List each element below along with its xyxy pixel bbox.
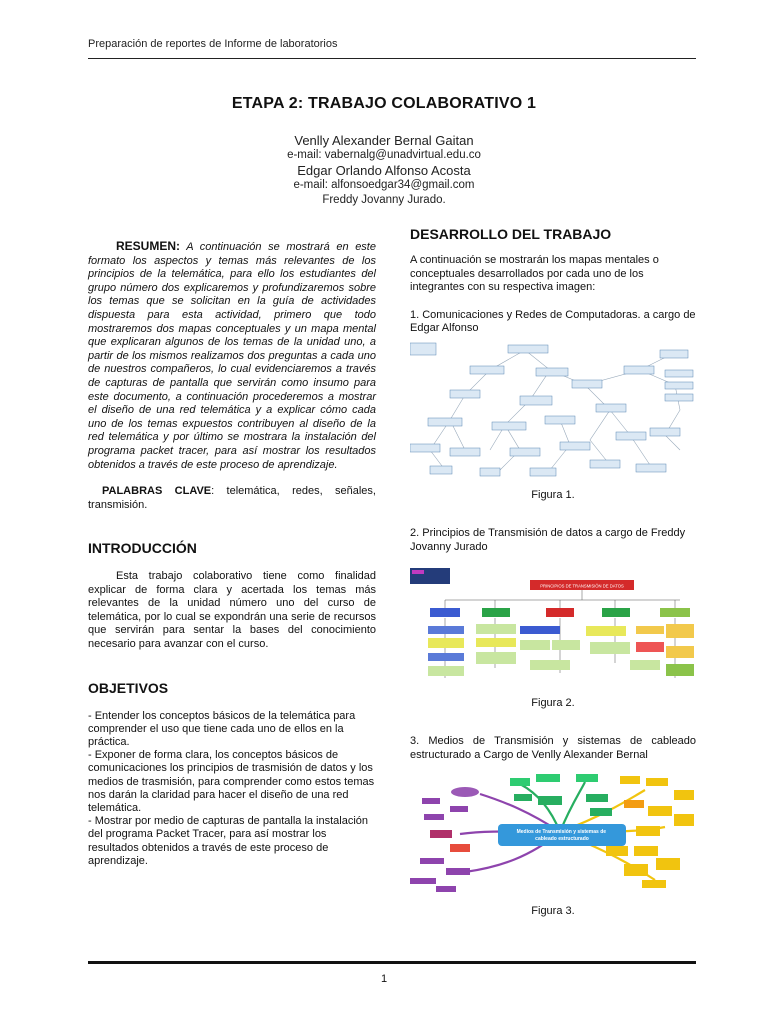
figure-2-description: 2. Principios de Transmisión de datos a cargo de Freddy Jovanny Jurado (410, 526, 686, 553)
footer-divider (88, 961, 696, 964)
keywords-text: : telemática, redes, señales, transmisión. (88, 485, 376, 512)
right-column (410, 226, 696, 917)
figure-2-concept-map (410, 568, 696, 709)
objective-item: - Entender los conceptos básicos de la telemática para comprender el uso que tiene cada uno de ellos en la práctica. (88, 709, 356, 749)
keywords-label: PALABRAS CLAVE (102, 485, 212, 498)
intro-text: Esta trabajo colaborativo tiene como finalidad explicar de forma clara y acertada los temas más relevantes de la unidad número uno del curso de telemática, por lo cual se expondrán una serie de recursos que servirán para sentar la bases del conocimiento necesario para avanzar con el curso. (88, 570, 376, 651)
figure-3-center-label: Medios de Transmisión y sistemas de cableado estructurado (516, 829, 607, 843)
objective-item: - Mostrar por medio de capturas de pantalla la instalación del programa Packet Tracer, para así mostrar los resultados obtenidos a través de este proceso de aprendizaje. (88, 815, 369, 867)
figure-1-concept-map (410, 340, 696, 501)
objective-item: - Exponer de forma clara, los conceptos básicos de comunicaciones los principios de trasmisión de datos y los medios de trasmisión, para comprender como estos temas nos darán la claridad para hacer el diseño de una red telemática. (88, 749, 375, 815)
page-number: 1 (380, 973, 388, 985)
figure-2-banner: PRINCIPIOS DE TRANSMISIÓN DE DATOS (540, 583, 624, 589)
author-name: Venlly Alexander Bernal Gaitan (294, 133, 474, 148)
figure-3-caption: Figura 3. (531, 905, 575, 918)
figure-2-image (410, 568, 696, 688)
paper-title: ETAPA 2: TRABAJO COLABORATIVO 1 (231, 95, 537, 112)
left-column (88, 240, 376, 868)
figure-1-caption: Figura 1. (531, 488, 575, 501)
abstract-label: RESUMEN: (116, 239, 181, 253)
keywords (88, 484, 376, 512)
figure-1-description: 1. Comunicaciones y Redes de Computadoras. a cargo de Edgar Alfonso (410, 308, 696, 335)
development-heading: DESARROLLO DEL TRABAJO (410, 226, 612, 242)
figure-3-mind-map (410, 772, 696, 917)
objectives-heading: OBJETIVOS (88, 679, 169, 696)
abstract-text: A continuación se mostrará en este formato los aspectos y temas más relevantes de los principios de la telemática, para ello los estudiantes del grupo número dos explicaremos y profundizaremos sobre los temas que se solicitan en la guía de actividades dispuesta para esta actividad, primero que todo mostraremos dos mapas conceptuales y un mapa mental que explicaran algunos de los temas de la unidad uno, a partir de los mismos realizamos dos preguntas a cada uno de nuestros compañeros, lo cual evidenciaremos a través de capturas de pantalla que servirán como insumo para este documento, a continuación procederemos a mostrar el diseño de una red telemática y a explicar cómo cada uno de los temas expuestos contribuyen al diseño de la red telemática y por último se mostrara la instalación del programa packet tracer, para así mostrar los resultados obtenidos a través de este proceso de aprendizaje. (88, 241, 376, 471)
development-intro: A continuación se mostrarán los mapas mentales o conceptuales desarrollados por cada uno de los integrantes con su respectiva imagen: (410, 254, 659, 294)
figure-3-description: 3. Medios de Transmisión y sistemas de cableado estructurado a Cargo de Venlly Alexander Bernal (410, 735, 696, 761)
author-name: Freddy Jovanny Jurado. (322, 194, 446, 206)
figure-3-image (410, 772, 696, 896)
author-email: e-mail: vabernalg@unadvirtual.edu.co (287, 149, 481, 161)
figure-1-image (410, 340, 696, 480)
objectives-list (88, 710, 376, 868)
author-email: e-mail: alfonsoedgar34@gmail.com (293, 179, 475, 191)
figure-2-caption: Figura 2. (531, 697, 575, 710)
author-name: Edgar Orlando Alfonso Acosta (297, 163, 471, 178)
header-divider (88, 58, 696, 59)
running-header: Preparación de reportes de Informe de laboratorios (88, 38, 338, 50)
abstract (88, 240, 376, 472)
intro-heading: INTRODUCCIÓN (88, 540, 197, 557)
author-block (0, 133, 768, 208)
